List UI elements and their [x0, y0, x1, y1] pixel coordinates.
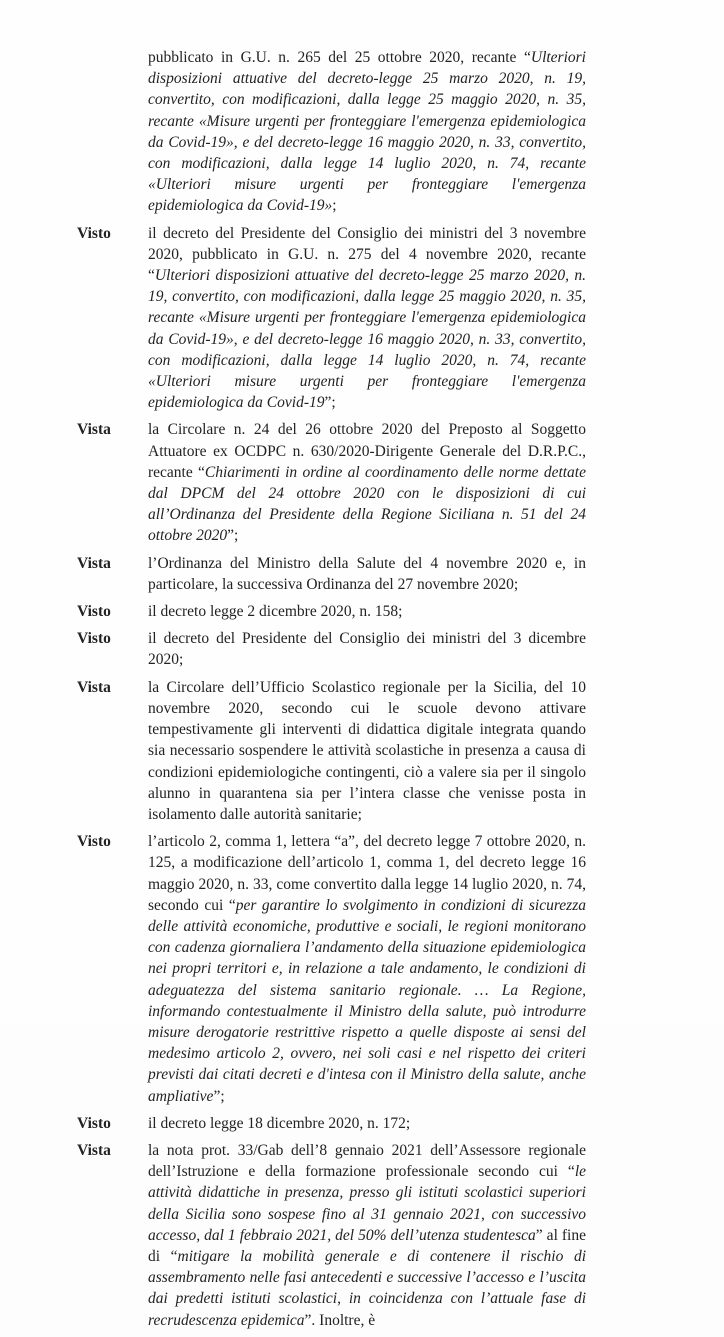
premise-text [148, 1140, 586, 1331]
quoted-italic-text: le attività didattiche in presenza, presso gli istituti scolastici superiori della Sicilia sono sospese fino al 31 gennaio 2021, con successivo accesso, dal 1 febbraio 2021, del 50% dell’utenza studentesca [148, 1163, 586, 1244]
premise-entry [77, 601, 587, 622]
text-run: pubblicato in G.U. n. 265 del 25 ottobre 2020, recante “ [148, 49, 531, 66]
premise-label: Visto [77, 833, 111, 851]
premise-label: Vista [77, 421, 111, 439]
quoted-italic-text: Ulteriori disposizioni attuative del decreto-legge 25 marzo 2020, n. 19, convertito, con modificazioni, dalla legge 25 maggio 2020, n. 35, recante «Misure urgenti per fronteggiare l'emergenza epidemiologica da Covid-19», e del decreto-legge 16 maggio 2020, n. 33, convertito, con modificazioni, dalla legge 14 luglio 2020, n. 74, recante «Ulteriori misure urgenti per fronteggiare l'emergenza epidemiologica da Covid-19» [148, 49, 586, 215]
premise-label: Visto [77, 630, 111, 648]
premise-entry [77, 47, 587, 217]
premise-text [148, 677, 586, 825]
premise-entry [77, 1140, 587, 1331]
premise-entry [77, 628, 587, 670]
quoted-italic-text: Ulteriori disposizioni attuative del decreto-legge 25 marzo 2020, n. 19, convertito, con modificazioni, dalla legge 25 maggio 2020, n. 35, recante «Misure urgenti per fronteggiare l'emergenza epidemiologica da Covid-19», e del decreto-legge 16 maggio 2020, n. 33, convertito, con modificazioni, dalla legge 14 luglio 2020, n. 74, recante «Ulteriori misure urgenti per fronteggiare l'emergenza epidemiologica da Covid-19 [148, 267, 586, 412]
text-run: il decreto del Presidente del Consiglio dei ministri del 3 novembre 2020, pubblicato in G.U. n. 275 del 4 novembre 2020, recante “ [148, 224, 586, 285]
quoted-italic-text: Chiarimenti in ordine al coordinamento delle norme dettate dal DPCM del 24 ottobre 2020 con le disposizioni di cui all’Ordinanza del Presidente della Regione Siciliana n. 51 del 24 ottobre 2020 [148, 463, 586, 545]
text-run: ”. Inoltre, è [304, 1311, 376, 1329]
text-run: ”; [227, 527, 239, 545]
premise-text [148, 419, 586, 546]
text-run: ” al fine di “ [148, 1226, 586, 1265]
premise-text [148, 601, 586, 622]
premise-label: Vista [77, 678, 111, 696]
premise-text [148, 47, 586, 217]
premise-text [148, 223, 586, 414]
premise-label: Vista [77, 554, 111, 572]
premise-text [148, 1113, 586, 1134]
text-run: la Circolare n. 24 del 26 ottobre 2020 del Preposto al Soggetto Attuatore ex OCDPC n. 630/2020-Dirigente Generale del D.R.P.C., recante “ [148, 421, 586, 481]
premise-entry [77, 223, 587, 414]
text-run: il decreto legge 18 dicembre 2020, n. 172; [148, 1114, 411, 1132]
text-run: il decreto del Presidente del Consiglio dei ministri del 3 dicembre 2020; [148, 630, 586, 669]
premise-entry [77, 553, 587, 595]
text-run: ”; [324, 394, 336, 412]
text-run: ; [332, 197, 337, 215]
premise-text [148, 628, 586, 670]
premise-label: Visto [77, 224, 111, 242]
premise-entry [77, 677, 587, 825]
document-body [77, 47, 587, 1337]
premise-label: Visto [77, 603, 111, 621]
text-run: ”; [213, 1087, 225, 1105]
quoted-italic-text: per garantire lo svolgimento in condizioni di sicurezza delle attività economiche, produttive e sociali, le regioni monitorano con cadenza giornaliera l’andamento della situazione epidemiologica nei propri territori e, in relazione a tale andamento, le condizioni di adeguatezza del sistema sanitario regionale. … La Regione, informando contestualmente il Ministro della salute, può introdurre misure derogatorie restrittive rispetto a quelle disposte ai sensi del medesimo articolo 2, ovvero, nei soli casi e nel rispetto dei criteri previsti dai citati decreti e d'intesa con il Ministro della salute, anche ampliative [148, 896, 586, 1105]
text-run: la nota prot. 33/Gab dell’8 gennaio 2021 dell’Assessore regionale dell’Istruzione e della formazione professionale secondo cui “ [148, 1141, 586, 1181]
text-run: l’Ordinanza del Ministro della Salute del 4 novembre 2020 e, in particolare, la successiva Ordinanza del 27 novembre 2020; [148, 554, 586, 593]
quoted-italic-text: mitigare la mobilità generale e di contenere il rischio di assembramento nelle fasi antecedenti e successive l’accesso e l’uscita dai predetti istituti scolastici, in coincidenza con l’attuale fase di recrudescenza epidemica [148, 1247, 587, 1329]
premise-text [148, 831, 586, 1107]
text-run: la Circolare dell’Ufficio Scolastico regionale per la Sicilia, del 10 novembre 2020, secondo cui le scuole devono attivare tempestivamente gli interventi di didattica digitale integrata quando sia necessario sospendere le attività scolastiche in presenza a causa di condizioni epidemiologiche contingenti, ciò a valere sia per il singolo alunno in quarantena sia per l’intera classe che venisse posta in isolamento dalle autorità sanitarie; [148, 678, 586, 823]
text-run: il decreto legge 2 dicembre 2020, n. 158; [148, 603, 403, 621]
premise-entry [77, 1113, 587, 1134]
premise-label: Vista [77, 1141, 111, 1159]
text-run: l’articolo 2, comma 1, lettera “a”, del decreto legge 7 ottobre 2020, n. 125, a modificazione dell’articolo 1, comma 1, del decreto legge 16 maggio 2020, n. 33, come convertito dalla legge 14 luglio 2020, n. 74, secondo cui “ [148, 833, 586, 914]
premise-label: Visto [77, 1114, 111, 1132]
premise-text [148, 553, 586, 595]
premise-entry [77, 831, 587, 1107]
premise-entry [77, 419, 587, 546]
